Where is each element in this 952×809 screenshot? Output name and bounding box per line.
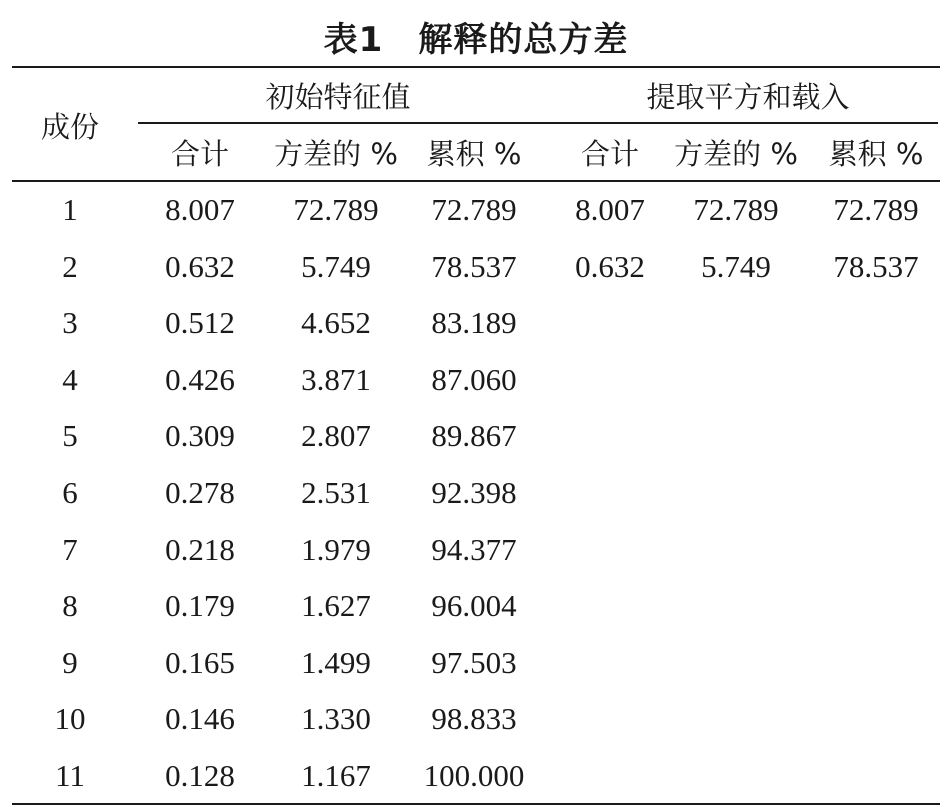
value-cell: 1.979 — [301, 531, 371, 567]
value-cell: 98.833 — [431, 701, 517, 737]
header-rule — [12, 180, 940, 182]
value-cell: 0.309 — [165, 418, 235, 454]
bottom-rule — [12, 803, 940, 805]
component-number-cell: 4 — [62, 361, 78, 397]
value-cell: 0.146 — [165, 701, 235, 737]
component-number-cell: 10 — [54, 701, 86, 737]
value-cell: 92.398 — [431, 475, 517, 510]
component-number-cell: 9 — [62, 644, 78, 680]
value-cell: 1.167 — [301, 758, 371, 793]
value-cell: 0.165 — [165, 644, 235, 680]
value-cell: 94.377 — [431, 531, 517, 567]
value-cell: 89.867 — [431, 418, 517, 454]
value-cell: 2.807 — [301, 418, 371, 454]
value-cell: 72.789 — [293, 192, 379, 227]
value-cell: 100.000 — [423, 758, 525, 793]
sub-header-cell: 方差的 % — [274, 137, 398, 171]
sub-header-cell: 合计 — [580, 137, 640, 171]
value-cell: 78.537 — [833, 248, 919, 284]
value-cell: 83.189 — [431, 305, 517, 341]
group-header-initial-eigenvalues: 初始特征值 — [265, 80, 411, 114]
component-number-cell: 6 — [62, 475, 78, 510]
group-header-extraction-loadings: 提取平方和载入 — [646, 80, 850, 114]
value-cell: 4.652 — [301, 305, 371, 341]
value-cell: 0.278 — [165, 475, 235, 510]
group-rule — [138, 122, 938, 124]
top-rule — [12, 66, 940, 68]
value-cell: 3.871 — [301, 361, 371, 397]
value-cell: 72.789 — [431, 192, 517, 227]
value-cell: 0.426 — [165, 361, 235, 397]
component-number-cell: 2 — [62, 248, 78, 284]
value-cell: 1.499 — [301, 644, 371, 680]
sub-header-cell: 合计 — [170, 137, 230, 171]
value-cell: 72.789 — [693, 192, 779, 227]
value-cell: 5.749 — [301, 248, 371, 284]
value-cell: 8.007 — [165, 192, 235, 227]
value-cell: 2.531 — [301, 475, 371, 510]
row-header-component: 成份 — [40, 110, 100, 144]
value-cell: 1.330 — [301, 701, 371, 737]
value-cell: 1.627 — [301, 588, 371, 624]
table-title: 表1 解释的总方差 — [323, 20, 629, 60]
value-cell: 0.218 — [165, 531, 235, 567]
sub-header-cell: 累积 % — [426, 137, 522, 171]
sub-header-cell: 方差的 % — [674, 137, 798, 171]
component-number-cell: 8 — [62, 588, 78, 624]
component-number-cell: 1 — [62, 192, 78, 227]
value-cell: 5.749 — [701, 248, 771, 284]
sub-header-cell: 累积 % — [828, 137, 924, 171]
value-cell: 0.128 — [165, 758, 235, 793]
value-cell: 72.789 — [833, 192, 919, 227]
value-cell: 87.060 — [431, 361, 517, 397]
value-cell: 78.537 — [431, 248, 517, 284]
component-number-cell: 3 — [62, 305, 78, 341]
value-cell: 0.179 — [165, 588, 235, 624]
value-cell: 8.007 — [575, 192, 645, 227]
component-number-cell: 11 — [55, 758, 85, 793]
value-cell: 0.632 — [575, 248, 645, 284]
value-cell: 97.503 — [431, 644, 517, 680]
value-cell: 0.632 — [165, 248, 235, 284]
component-number-cell: 7 — [62, 531, 78, 567]
component-number-cell: 5 — [62, 418, 78, 454]
value-cell: 96.004 — [431, 588, 517, 624]
value-cell: 0.512 — [165, 305, 235, 341]
